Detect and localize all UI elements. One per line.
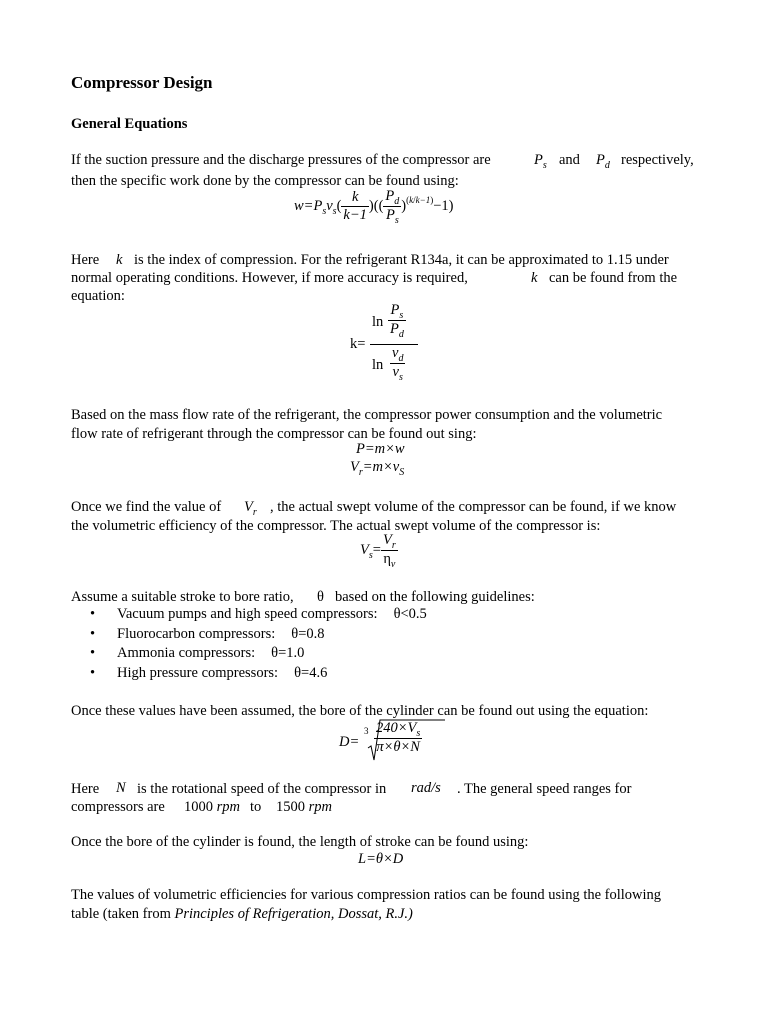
paragraph-speed: Here N is the rotational speed of the compressor in rad/s . The general speed ranges for	[71, 780, 632, 797]
page-title: Compressor Design	[71, 73, 213, 92]
paragraph-table-ref: The values of volumetric efficiencies for various compression ratios can be found using the following	[71, 887, 662, 903]
list-item: • Vacuum pumps and high speed compressors: θ<0.5	[90, 605, 427, 625]
paragraph-suction: If the suction pressure and the discharge pressures of the compressor are $P_s$ and $P_d$ respectively,	[71, 152, 694, 171]
section-heading: General Equations	[71, 116, 188, 132]
list-item: • High pressure compressors: θ=4.6	[90, 664, 427, 684]
list-item: • Fluorocarbon compressors: θ=0.8	[90, 625, 427, 645]
equation-work: $w=P_sv_s$( $\frac{k}{k-1}$ )(( $\frac{P_d}{P_s}$ )$^{(k/k-1)}$−1)	[294, 188, 454, 226]
paragraph-index-line3: equation:	[71, 288, 125, 304]
math-pd: $P_d$	[596, 152, 610, 171]
equation-length: L=θ×D	[358, 851, 404, 867]
paragraph-swept: Once we find the value of $V_r$ , the actual swept volume of the compressor can be found, if we know	[71, 499, 677, 518]
paragraph-stroke-length: Once the bore of the cylinder is found, the length of stroke can be found using:	[71, 834, 529, 850]
equation-volume-rate: $V_r=m\times v_S$	[350, 459, 405, 478]
paragraph-bore: Once these values have been assumed, the bore of the cylinder can be found out using the equation:	[71, 703, 649, 719]
guideline-list	[90, 605, 427, 683]
equation-power: P=m×w	[356, 441, 405, 457]
paragraph-mass-flow: Based on the mass flow rate of the refrigerant, the compressor power consumption and the volumetric	[71, 407, 663, 423]
paragraph-index: Here k is the index of compression. For the refrigerant R134a, it can be approximated to 1.15 under	[71, 252, 669, 268]
paragraph-swept-line2: the volumetric efficiency of the compressor. The actual swept volume of the compressor is:	[71, 518, 601, 534]
paragraph-index-line2: normal operating conditions. However, if more accuracy is required, k can be found from the	[71, 270, 678, 286]
paragraph-mass-flow-line2: flow rate of refrigerant through the compressor can be found out sing:	[71, 426, 477, 442]
paragraph-stroke-bore: Assume a suitable stroke to bore ratio, θ based on the following guidelines:	[71, 589, 535, 605]
equation-bore: D= 3 $\frac{240\times V_s}{\pi\times\theta\times N}$	[339, 718, 439, 762]
list-item: • Ammonia compressors: θ=1.0	[90, 644, 427, 664]
paragraph-table-ref-line2: table (taken from Principles of Refrigeration, Dossat, R.J.)	[71, 906, 413, 922]
equation-swept-volume: $V_s=$ $\frac{V_r}{\eta_v}$	[360, 532, 396, 570]
paragraph-speed-line2: compressors are 1000 rpm to 1500 rpm	[71, 799, 332, 815]
paragraph-suction-line2: then the specific work done by the compressor can be found using:	[71, 173, 459, 189]
math-ps: $P_s$	[534, 152, 547, 171]
